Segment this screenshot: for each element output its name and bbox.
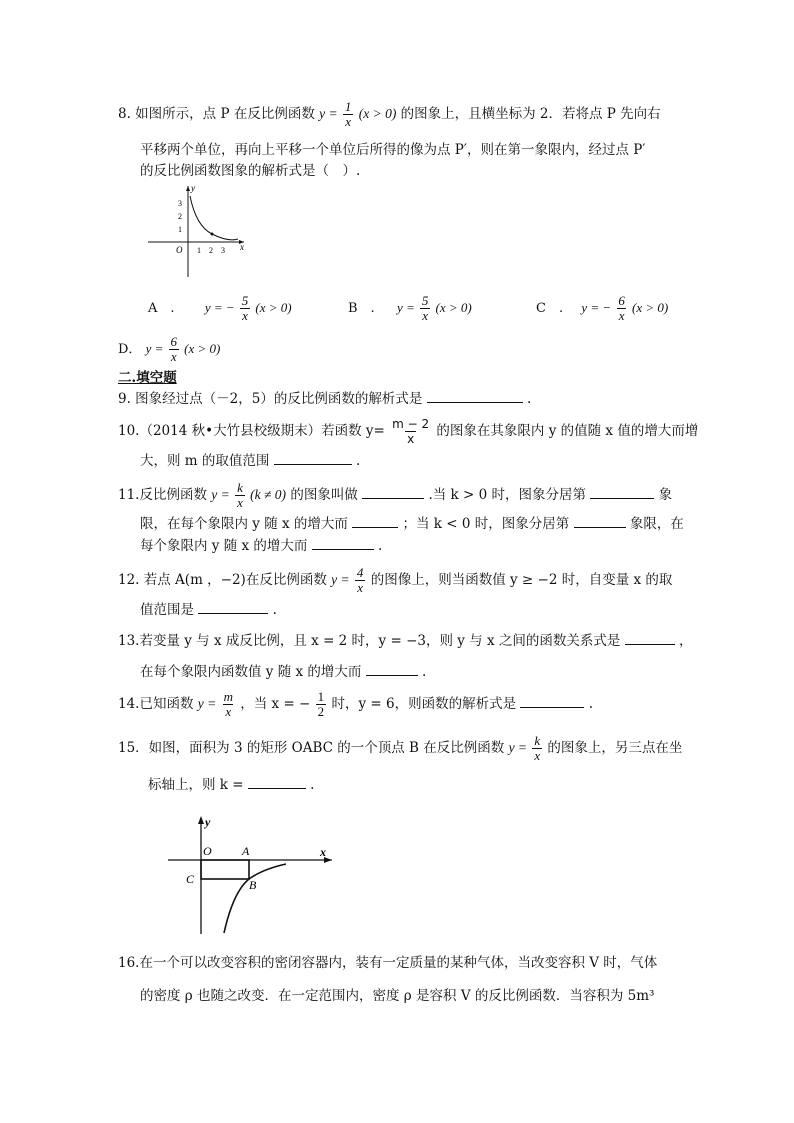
q10-answer-blank[interactable]	[274, 451, 352, 465]
q15-fraction	[532, 734, 542, 763]
q8-text-post: 的图象上，且横坐标为 2．若将点 P 先向右	[400, 106, 661, 122]
q10-line1	[118, 417, 698, 446]
q13-line2-text: 在每个象限内函数值 y 随 x 的增大而	[140, 664, 362, 680]
q14-func: y =	[197, 696, 217, 711]
q13-line1-end: ，	[678, 633, 693, 649]
q14-answer-blank[interactable]	[520, 694, 584, 708]
option-d-den: x	[170, 349, 177, 364]
q11-line2	[140, 514, 684, 533]
q15-frac-den: x	[534, 748, 541, 763]
q13-text: 13.若变量 y 与 x 成反比例，且 x = 2 时，y = −3，则 y 与 x 之间的函数关系式是	[118, 633, 621, 649]
q14-line	[118, 690, 593, 719]
q10-line2-text: 大，则 m 的取值范围	[140, 453, 270, 469]
q11-blank-4[interactable]	[574, 514, 626, 528]
q8-xtick-1: 1	[197, 246, 201, 255]
q8-x-label: x	[240, 242, 244, 252]
q8-fraction	[343, 100, 354, 129]
q8-text: 8. 如图所示，点 P 在反比例函数	[118, 106, 315, 122]
option-d-fraction	[169, 335, 180, 364]
q8-ytick-3: 3	[178, 199, 182, 208]
q14-text-post: 时，y = 6，则函数的解析式是	[331, 696, 517, 712]
q8-point-p	[211, 233, 214, 236]
q13-blank-2[interactable]	[366, 662, 418, 676]
option-d-domain: (x > 0)	[184, 341, 221, 356]
q11-blank-2[interactable]	[590, 485, 654, 499]
q8-line2: 平移两个单位，再向上平移一个单位后所得的像为点 P′，则在第一象限内，经过点 P′	[140, 142, 646, 158]
q8-frac-den: x	[345, 114, 352, 129]
q8-func: y =	[319, 106, 338, 121]
q15-y-arrow	[198, 816, 204, 824]
q11-blank-3[interactable]	[352, 514, 398, 528]
q12-line1	[118, 566, 672, 595]
q15-end: .	[310, 777, 315, 793]
option-c-num: 6	[618, 293, 625, 308]
q9-end: .	[526, 391, 532, 407]
q11-line3-text: 每个象限内 y 随 x 的增大而	[140, 538, 308, 554]
q8-origin: O	[176, 245, 183, 255]
q14-end: .	[588, 696, 593, 712]
q11-text: 11.反比例函数	[118, 487, 207, 503]
option-b-fraction	[420, 294, 431, 323]
q10-text-post: 的图象在其象限内 y 的值随 x 值的增大而增	[436, 423, 699, 439]
option-a-fraction	[240, 294, 251, 323]
q8-ytick-1: 1	[178, 225, 182, 234]
q15-text: 15．如图，面积为 3 的矩形 OABC 的一个顶点 B 在反比例函数	[118, 740, 505, 756]
option-c-domain: (x > 0)	[631, 300, 669, 315]
q8-y-arrow	[186, 186, 190, 191]
option-d-label: D．	[118, 342, 142, 357]
q8-line1	[118, 100, 661, 129]
q9-line	[118, 389, 531, 408]
q8-ytick-2: 2	[178, 212, 182, 221]
q15-label-a: A	[242, 844, 250, 858]
q9-text: 9. 图象经过点（－2，5）的反比例函数的解析式是	[118, 391, 423, 407]
option-b-domain: (x > 0)	[435, 300, 472, 315]
q8-option-d[interactable]	[118, 335, 220, 364]
q11-line2-end: 象限，在	[629, 516, 684, 532]
q12-answer-blank[interactable]	[198, 600, 268, 614]
q11-frac-den: x	[237, 495, 243, 510]
option-c-expr: y = −	[581, 300, 612, 315]
q11-end: .	[378, 538, 383, 554]
q15-rectangle-oabc	[201, 860, 249, 879]
option-a-label: A .	[148, 301, 175, 316]
q15-line2	[148, 775, 314, 794]
q8-line3: 的反比例函数图象的解析式是（ ）.	[140, 163, 361, 179]
q15-label-b: B	[249, 878, 257, 892]
q8-option-c[interactable]	[536, 294, 668, 323]
q16-line1: 16.在一个可以改变容积的密闭容器内，装有一定质量的某种气体，当改变容积 V 时，气体	[118, 955, 658, 971]
option-c-den: x	[618, 308, 625, 323]
option-b-expr: y =	[396, 300, 415, 315]
q10-end: .	[355, 453, 361, 469]
option-c-fraction	[616, 294, 627, 323]
q10-line2	[140, 451, 360, 470]
q11-line2-text: 限，在每个象限内 y 随 x 的增大而	[140, 516, 348, 532]
q15-text-post: 的图象上，另三点在坐	[547, 740, 683, 756]
q8-curve	[190, 196, 238, 240]
q12-line2	[140, 600, 277, 619]
q14-frac-den: x	[225, 704, 232, 719]
q11-line2-mid: ；当 k < 0 时，图象分居第	[402, 516, 570, 532]
q8-option-a[interactable]	[148, 294, 292, 323]
q11-mid: 的图象叫做	[290, 487, 358, 503]
q9-answer-blank[interactable]	[427, 389, 523, 403]
q10-fraction	[390, 417, 431, 446]
q15-graph	[164, 812, 340, 936]
q14-fraction-2	[316, 690, 327, 719]
q15-x-label: x	[320, 845, 326, 859]
q10-frac-den: x	[407, 432, 415, 446]
q11-blank-1[interactable]	[362, 485, 424, 499]
q12-func: y =	[331, 572, 350, 587]
q15-line2-text: 标轴上，则 k =	[148, 777, 244, 793]
q15-func: y =	[508, 740, 528, 755]
q16-line2: 的密度 ρ 也随之改变．在一定范围内，密度 ρ 是容积 V 的反比例函数．当容积为 5m³	[140, 988, 655, 1004]
q14-fraction	[222, 690, 235, 719]
q8-domain: (x > 0)	[358, 106, 397, 121]
q11-line1	[118, 481, 672, 510]
section-heading: 二.填空题	[118, 370, 177, 386]
option-a-num: 5	[241, 293, 249, 308]
q11-frac-num: k	[237, 480, 243, 495]
q8-option-b[interactable]	[348, 294, 472, 323]
q13-line1	[118, 631, 692, 650]
q11-end1: 象	[658, 487, 673, 503]
q15-hyperbola-curve	[224, 864, 286, 933]
q10-frac-num: m − 2	[392, 417, 430, 431]
q12-line2-text: 值范围是	[140, 602, 194, 618]
q15-y-label: y	[205, 815, 211, 829]
q11-fraction	[235, 481, 245, 510]
q12-fraction	[355, 566, 366, 595]
q12-frac-den: x	[357, 580, 364, 595]
q14-frac2-den: 2	[317, 704, 325, 719]
q12-frac-num: 4	[356, 565, 364, 580]
option-b-label: B .	[348, 301, 375, 316]
q11-blank-5[interactable]	[312, 536, 374, 550]
q8-y-label: y	[191, 183, 195, 193]
option-d-expr: y =	[145, 341, 164, 356]
q12-text-post: 的图像上，则当函数值 y ≥ −2 时，自变量 x 的取	[370, 572, 673, 588]
q15-answer-blank[interactable]	[248, 775, 306, 789]
q12-text: 12. 若点 A(m ，−2)在反比例函数	[118, 572, 327, 588]
q8-graph	[146, 182, 250, 282]
q13-blank-1[interactable]	[625, 631, 675, 645]
q13-line2	[140, 662, 426, 681]
q14-frac2-num: 1	[317, 689, 325, 704]
q11-line3	[140, 536, 382, 555]
option-a-domain: (x > 0)	[255, 300, 292, 315]
q14-text: 14.已知函数	[118, 696, 194, 712]
q14-mid: ，当 x = −	[240, 696, 311, 712]
option-a-den: x	[242, 308, 248, 323]
option-b-num: 5	[421, 293, 429, 308]
option-b-den: x	[422, 308, 429, 323]
q12-end: .	[272, 602, 277, 618]
q11-mid2: .当 k > 0 时，图象分居第	[428, 487, 586, 503]
q15-frac-num: k	[534, 733, 541, 748]
q11-cond: (k ≠ 0)	[250, 487, 287, 502]
option-c-label: C .	[536, 301, 564, 316]
q11-func: y =	[211, 487, 230, 502]
option-d-num: 6	[170, 334, 178, 349]
q14-frac-num: m	[223, 689, 233, 704]
q15-label-o: O	[203, 844, 212, 858]
q15-line1	[118, 734, 682, 763]
option-a-expr: y = −	[204, 300, 235, 315]
q10-text: 10.（2014 秋•大竹县校级期末）若函数 y=	[118, 423, 385, 439]
q8-frac-num: 1	[344, 99, 352, 114]
q13-end: .	[422, 664, 427, 680]
q15-label-c: C	[186, 872, 195, 886]
q8-xtick-3: 3	[221, 246, 225, 255]
q8-xtick-2: 2	[209, 246, 213, 255]
